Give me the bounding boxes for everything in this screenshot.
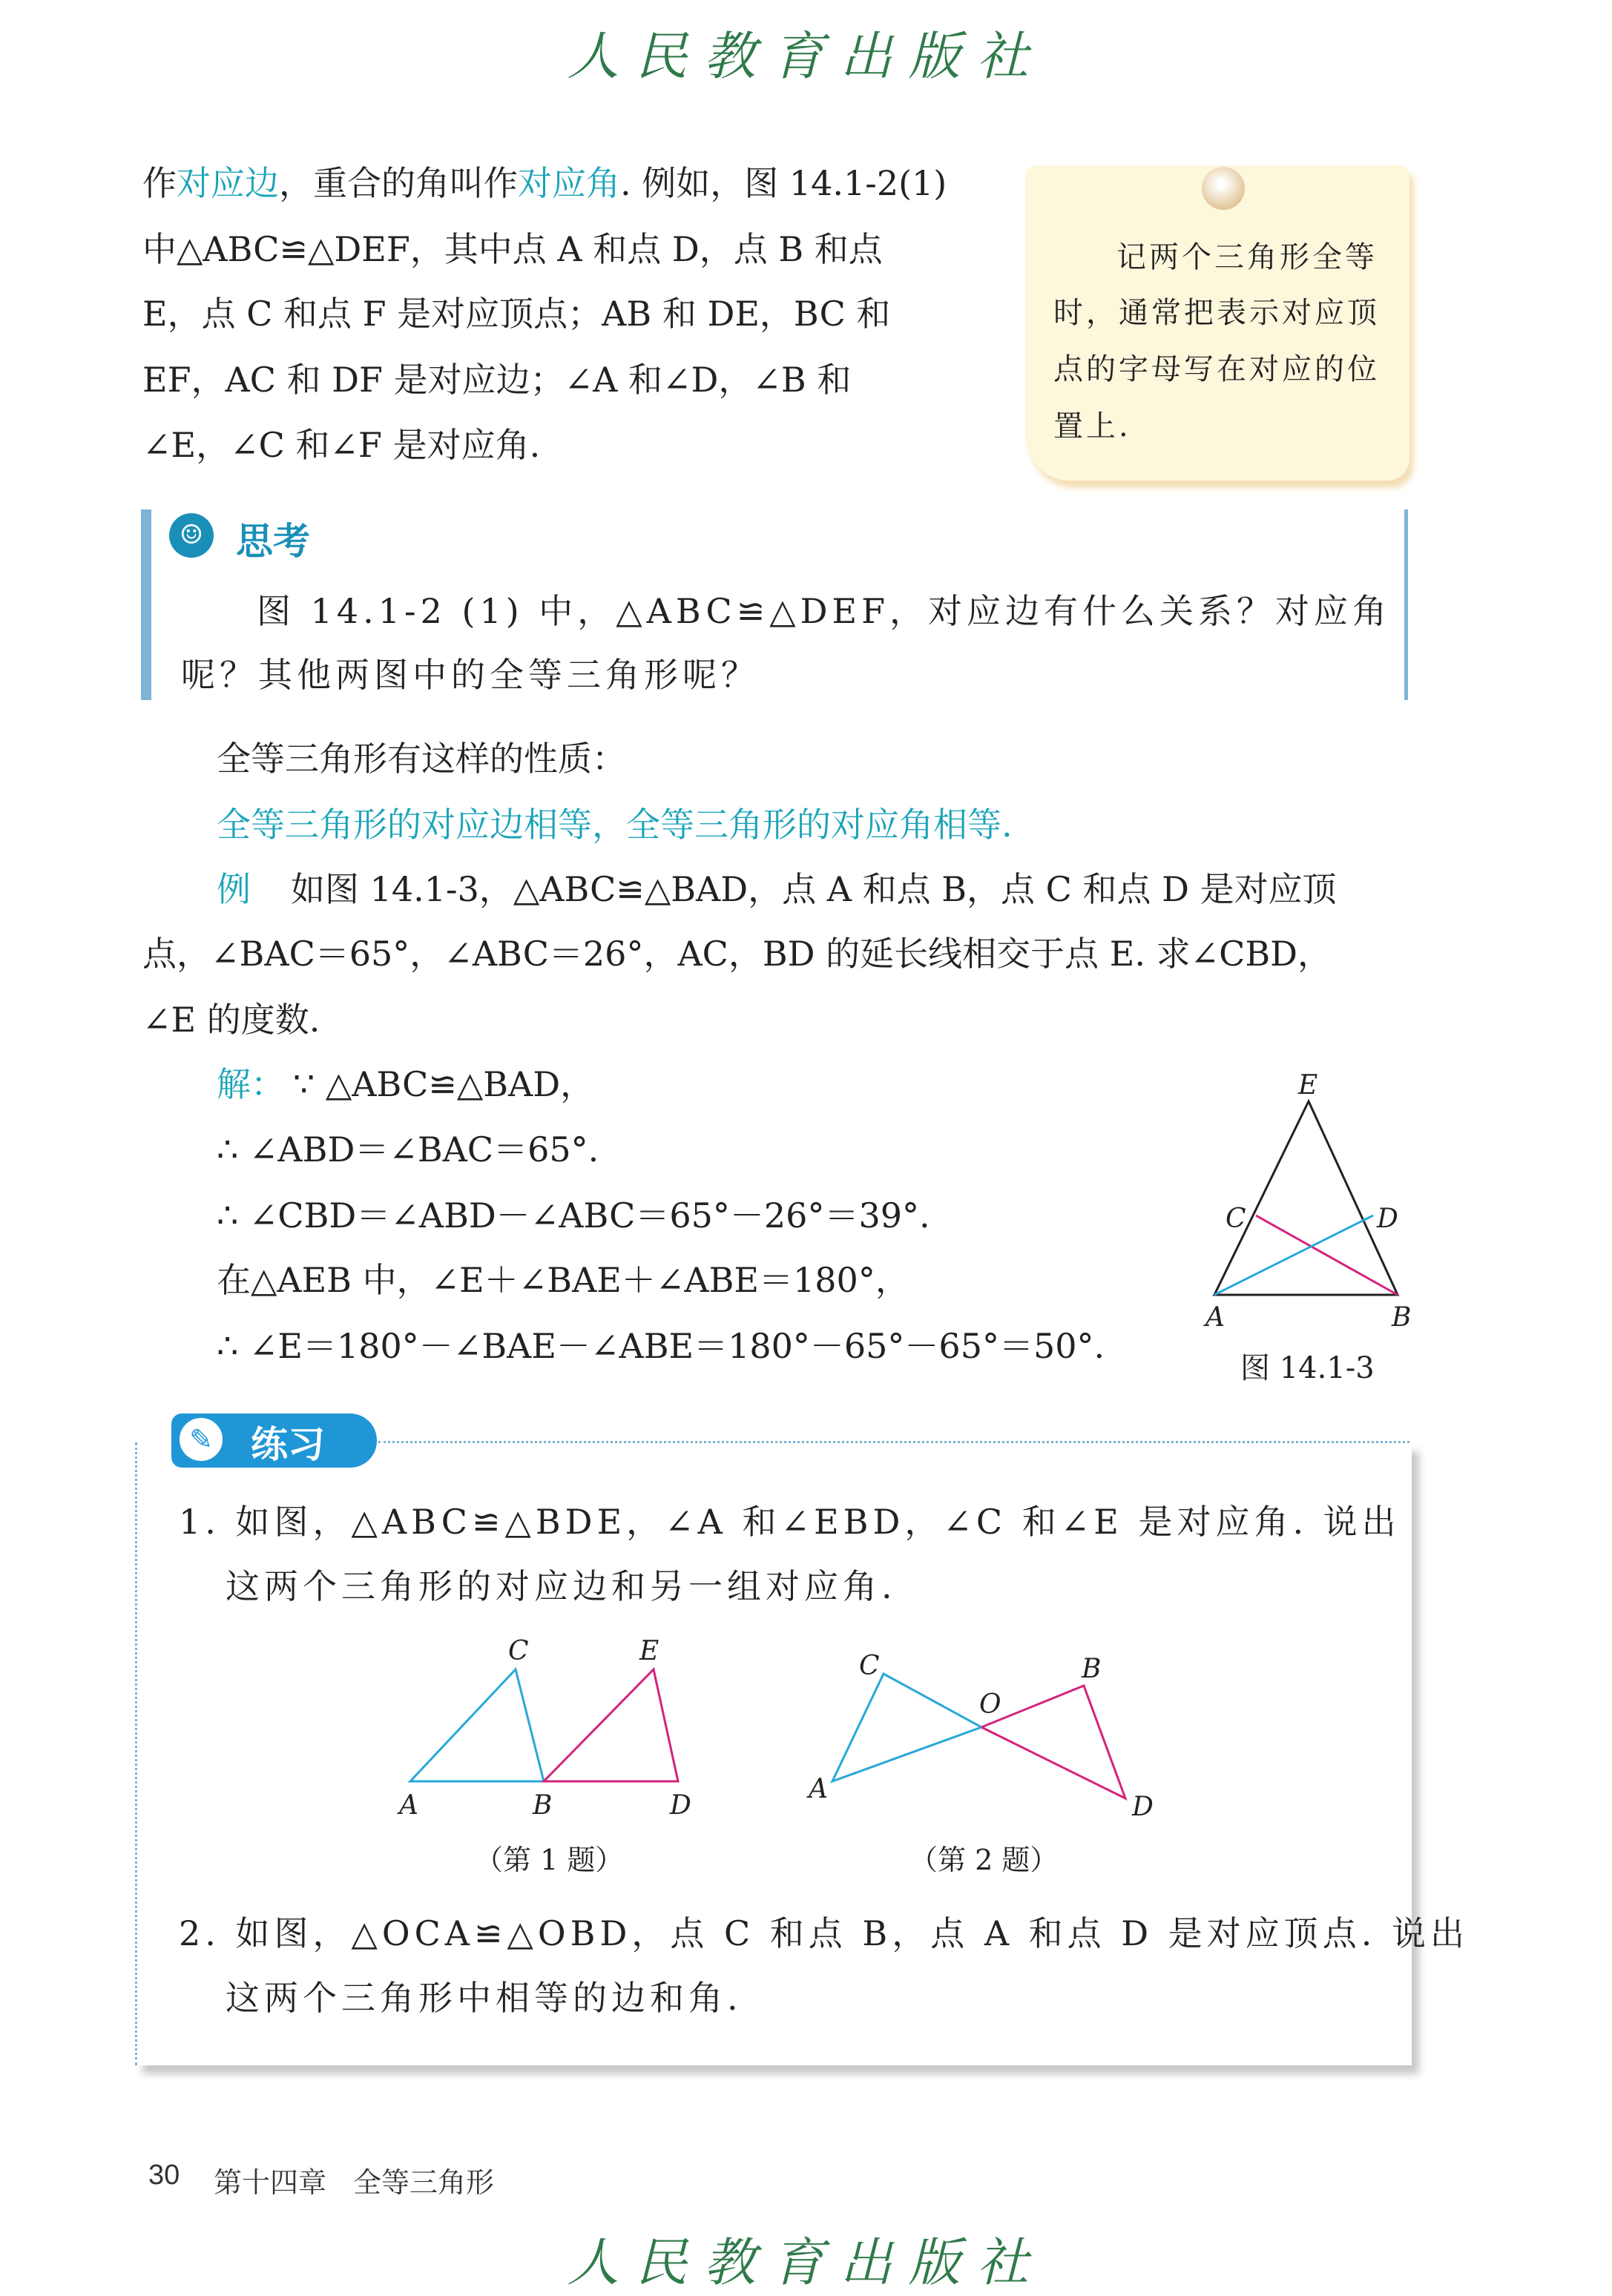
question-1: 1. 如图，△ABC≌△BDE，∠A 和∠EBD，∠C 和∠E 是对应角. 说出 (179, 1502, 1401, 1542)
fig1-triangle-BDE (544, 1669, 678, 1781)
note-line: 记两个三角形全等 (1116, 240, 1378, 274)
fig1-caption: （第 1 题） (475, 1844, 624, 1876)
fig1-triangle-ABC (410, 1669, 544, 1781)
think-line: 呢？其他两图中的全等三角形呢？ (181, 655, 760, 695)
think-title: 思考 (236, 519, 310, 563)
solution-line: ∵ △ABC≌△BAD， (293, 1064, 595, 1104)
solution-line: ∴ ∠E＝180°－∠BAE－∠ABE＝180°－65°－65°＝50°. (217, 1326, 1105, 1366)
lightbulb-head-icon: ☺ (169, 513, 214, 558)
fig2-label-C: C (859, 1651, 880, 1681)
example-line: 如图 14.1-3，△ABC≌△BAD，点 A 和点 B，点 C 和点 D 是对应顶 (291, 869, 1337, 909)
text: ，重合的角叫作 (279, 163, 518, 203)
fig2-caption: （第 2 题） (909, 1844, 1059, 1876)
paragraph-line: EF，AC 和 DF 是对应边；∠A 和∠D，∠B 和 (142, 360, 852, 400)
property-intro: 全等三角形有这样的性质： (217, 739, 626, 779)
paragraph-line: ∠E，∠C 和∠F 是对应角. (142, 425, 541, 465)
note-line: 时，通常把表示对应顶 (1053, 296, 1380, 330)
label-C: C (1226, 1204, 1246, 1234)
fig2-triangle-OBD (981, 1686, 1125, 1798)
fig2-label-O: O (979, 1689, 1001, 1720)
publisher-logo-bottom: 人民教育出版社 (567, 2232, 1045, 2293)
fig2-label-A: A (809, 1774, 828, 1804)
solution-line: ∴ ∠CBD＝∠ABD－∠ABC＝65°－26°＝39°. (217, 1195, 930, 1236)
publisher-logo-top: 人民教育出版社 (567, 26, 1045, 87)
practice-title: 练习 (251, 1422, 325, 1466)
fig2-label-D: D (1132, 1792, 1154, 1822)
term-corresponding-angle: 对应角 (518, 163, 620, 203)
solution-line: 在△AEB 中，∠E＋∠BAE＋∠ABE＝180°， (217, 1260, 909, 1300)
label-D: D (1377, 1204, 1398, 1234)
term-corresponding-side: 对应边 (177, 163, 279, 203)
text: . 例如，图 14.1-2(1) (620, 163, 947, 203)
chapter-title: 全等三角形 (353, 2168, 495, 2199)
property-statement: 全等三角形的对应边相等，全等三角形的对应角相等. (217, 805, 1013, 845)
question-1-cont: 这两个三角形的对应边和另一组对应角. (226, 1566, 897, 1606)
paragraph-line: E，点 C 和点 F 是对应顶点；AB 和 DE，BC 和 (142, 294, 891, 334)
example-line: ∠E 的度数. (142, 1000, 320, 1040)
page-number: 30 (148, 2160, 180, 2191)
solution-line: ∴ ∠ABD＝∠BAC＝65°. (217, 1129, 599, 1170)
question-2-cont: 这两个三角形中相等的边和角. (226, 1978, 743, 2018)
fig2-label-B: B (1082, 1654, 1102, 1684)
figure-caption: 图 14.1-3 (1240, 1351, 1375, 1385)
question-2: 2. 如图，△OCA≌△OBD，点 C 和点 B，点 A 和点 D 是对应顶点. 说出 (179, 1913, 1470, 1953)
fig1-label-B: B (533, 1790, 553, 1821)
paragraph-line: 中△ABC≌△DEF，其中点 A 和点 D，点 B 和点 (142, 229, 883, 269)
fig1-label-E: E (639, 1636, 659, 1666)
fig1-label-C: C (508, 1636, 529, 1666)
text: 作 (142, 163, 177, 203)
chapter-number: 第十四章 (214, 2168, 327, 2199)
fig1-label-D: D (670, 1790, 691, 1821)
fig2-triangle-OCA (832, 1674, 981, 1781)
solution-label: 解： (217, 1064, 285, 1104)
label-B: B (1392, 1302, 1412, 1333)
label-E: E (1298, 1070, 1318, 1101)
think-line: 图 14.1-2 (1) 中，△ABC≌△DEF，对应边有什么关系？对应角 (257, 591, 1392, 631)
label-A: A (1205, 1302, 1225, 1333)
note-line: 置上. (1053, 409, 1131, 443)
example-label: 例 (217, 869, 251, 909)
note-line: 点的字母写在对应的位 (1053, 352, 1380, 386)
example-line: 点，∠BAC＝65°，∠ABC＝26°，AC，BD 的延长线相交于点 E. 求∠CBD， (142, 934, 1332, 974)
fig1-label-A: A (399, 1790, 418, 1821)
pencil-icon: ✎ (175, 1413, 227, 1465)
